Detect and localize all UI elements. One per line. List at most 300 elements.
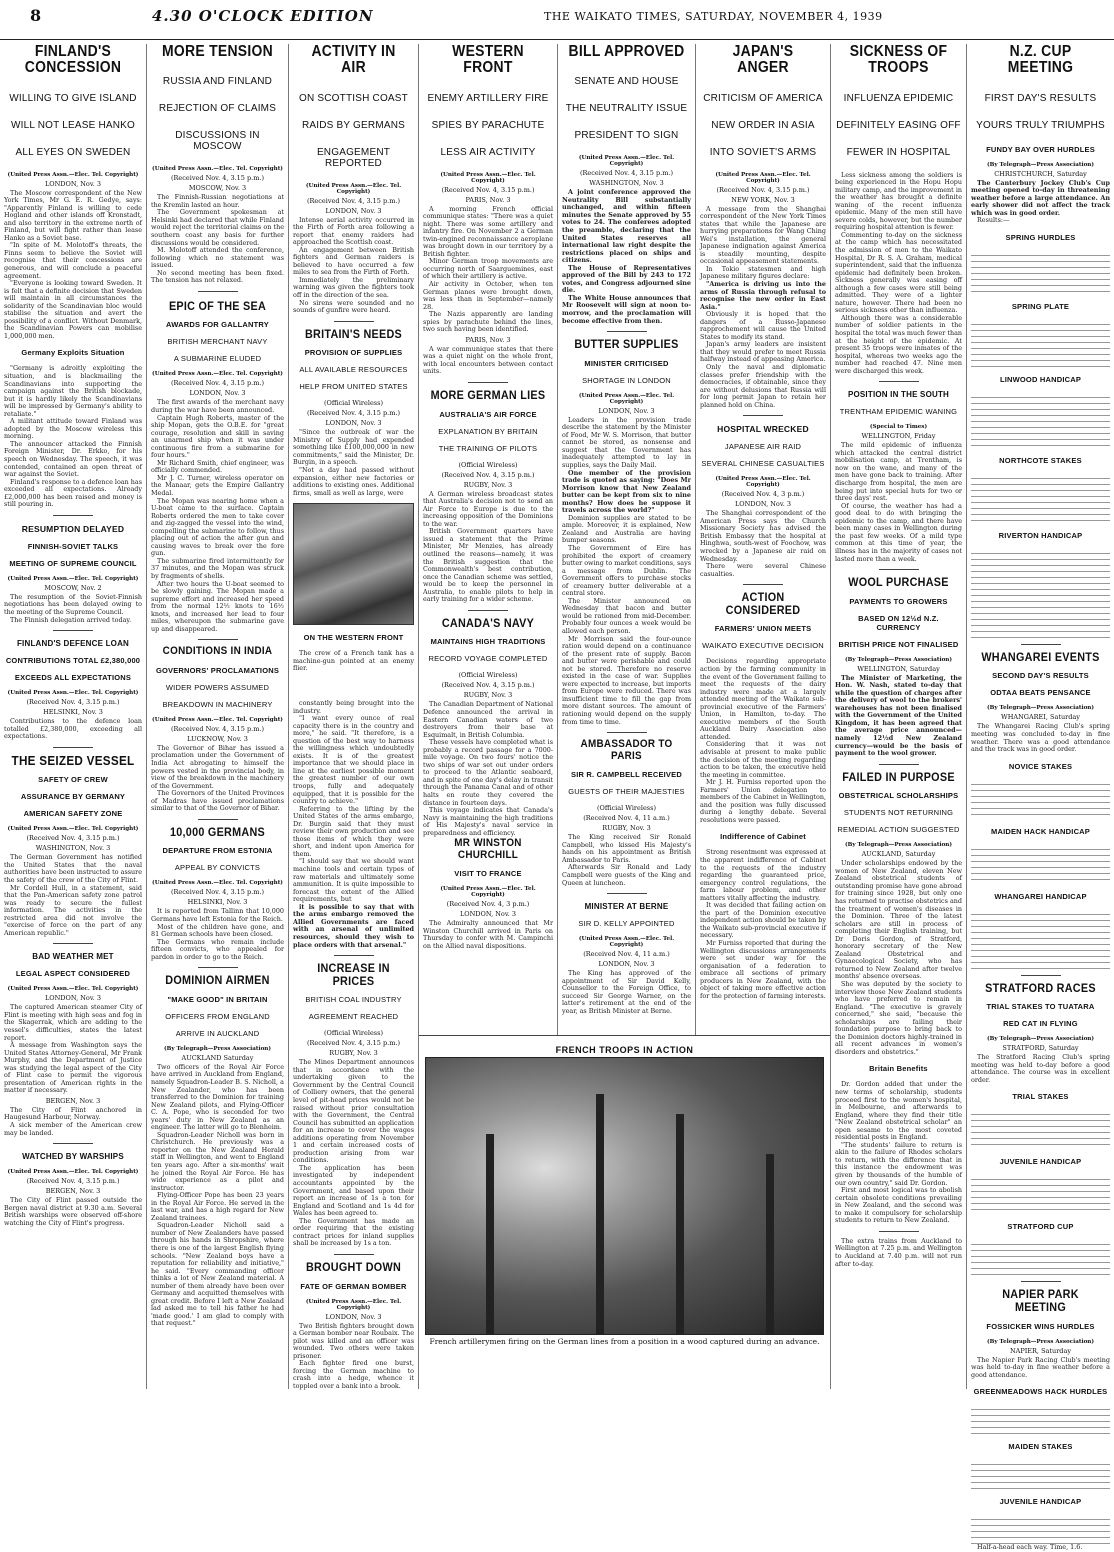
article-paragraph: "In spite of M. Molotoff's threats, the Finns seem to believe the Soviet will recognise that their concessions are generous, and will conclude a peaceful agreement. xyxy=(4,241,142,280)
race-title: STRATFORD CUP xyxy=(1007,1222,1074,1232)
dateline: LONDON, Nov. 3 xyxy=(598,960,655,969)
received-line: (Received Nov. 4, 3 p.m.) xyxy=(446,900,530,909)
received-line: (Received Nov. 4, 3.15 p.m.) xyxy=(306,196,401,205)
article-paragraph: Mr Richard Smith, chief engineer, was officially commended. xyxy=(151,458,284,475)
article-paragraph: M. Molotoff attended the conference, following which no statement was issued. xyxy=(151,246,284,270)
photo-caption: The crew of a French tank has a machine-gun pointed at an enemy flier. xyxy=(293,649,414,673)
dateline: STRATFORD, Saturday xyxy=(1002,1044,1079,1053)
article-paragraph: The Canterbury Jockey Club's Cup meeting opened to-day in threatening weather before a large attendance. An early shower did not affect the track which was in good order. xyxy=(971,178,1110,217)
article-paragraph: The City of Flint anchored in Haugesund Harbour, Norway. xyxy=(4,1105,142,1122)
article-paragraph: These vessels have completed what is probably a record passage for a 7000-mile voyage. On two fours' notice the two ships of war set out under orders to proceed to the Atlantic seaboard, and in spite of one day's delay in transit through the Panama Canal and of other halts en route they covered the distance in fourteen days. xyxy=(423,738,553,807)
dateline: LONDON, Nov. 3 xyxy=(325,419,382,428)
deck: FIRST DAY'S RESULTS xyxy=(984,92,1097,104)
deck: MAINTAINS HIGH TRADITIONS xyxy=(430,637,546,647)
article-paragraph: The City of Flint passed outside the Bergen naval district at 9.30 a.m. Several British warships were observed off-shore watching the City of Flint's progress. xyxy=(4,1196,142,1227)
divider xyxy=(743,415,783,416)
divider xyxy=(198,639,238,640)
column-more-tension xyxy=(147,44,288,1389)
headline-more-tension: MORE TENSION xyxy=(162,43,273,60)
article-paragraph: The Nazis apparently are landing spies by parachute behind the lines, two such having been identified. xyxy=(423,310,553,334)
article-paragraph: The House of Representatives approved of the Bill by 243 to 172 votes, and Congress adjourned sine die. xyxy=(562,263,691,295)
received-line: (Received Nov. 4, 3.15 p.m.) xyxy=(306,1039,401,1048)
dateline: PARIS, Nov. 3 xyxy=(465,335,511,344)
article-paragraph: The Finnish-Russian negotiations at the Kremlin lasted an hour. xyxy=(151,193,284,209)
dateline: HELSINKI, Nov. 3 xyxy=(43,708,103,717)
subheadline: BAD WEATHER MET xyxy=(32,952,114,962)
deck: SIR D. KELLY APPOINTED xyxy=(578,919,675,929)
article-paragraph: "Not a day had passed without expansion, either new factories or additions to existing ones. Additional firms, small as well as large, were xyxy=(293,465,414,497)
article-paragraph: The Minister announced on Wednesday that bacon and butter would be rationed from mid-December. Probably four ounces a week would be allowed each person. xyxy=(562,596,691,636)
deck: RECORD VOYAGE COMPLETED xyxy=(428,654,548,664)
article-paragraph: There were several Chinese casualties. xyxy=(700,562,826,578)
column-nz-cup-meeting xyxy=(967,43,1114,1552)
article-paragraph: "I want every ounce of real capacity there is in the country and more," he said. "It therefore, is a question of the best way to harness the willingness which undoubtedly exists. It is of the greatest importance that we should place in line at the earliest possible moment the greatest number of our own troops, fully and adequately equipped, that it is possible for the country to achieve." xyxy=(293,714,414,806)
article-paragraph: "Germany is adroitly exploiting the situation, and is blackmailing the Scandinavians into supporting the campaign against the British blockade, but it is hardly likely the Scandinavians will be impressed by Germany's ability to retaliate." xyxy=(4,364,142,418)
race-results xyxy=(971,779,1110,819)
race-results xyxy=(971,844,1110,884)
article-paragraph: Dr. Gordon added that under the new terms of scholarship, students proceed first to the women's hospital, in Melbourne, and afterwards to England, where they find their title "New Zealand obstetrical scholar" an open sesame to the most coveted residential posts in England. xyxy=(835,1080,962,1142)
dateline: LONDON, Nov. 3 xyxy=(459,910,517,919)
received-line: (Received Nov. 4, 3 p.m.) xyxy=(721,490,805,499)
divider xyxy=(1021,1281,1061,1282)
tree-shape xyxy=(486,1134,494,1334)
article-paragraph: The German Government has notified the United States that the naval authorities have been instructed to assure the safety of the crew of the City of Flint. xyxy=(4,853,142,884)
subheadline: FINLAND'S DEFENCE LOAN xyxy=(16,639,130,649)
credit-line: (United Press Assn.—Elec. Tel. Copyright) xyxy=(715,171,811,184)
headline-finland: FINLAND'S CONCESSION xyxy=(24,43,122,77)
divider xyxy=(468,610,508,611)
deck: DISCUSSIONS IN MOSCOW xyxy=(175,130,260,153)
divider xyxy=(607,732,647,733)
headline-german-lies: MORE GERMAN LIES xyxy=(430,388,546,403)
divider xyxy=(607,331,647,332)
article-paragraph: The first awards of the merchant navy during the war have been announced. xyxy=(151,398,284,414)
divider xyxy=(198,967,238,968)
deck: OFFICERS FROM ENGLAND xyxy=(165,1011,270,1021)
article-paragraph: "I should say that we should want machine tools and certain types of raw materials and ultimately some ammunition. It is quite impossible to forecast the extent of the Allied requirements, but xyxy=(293,857,414,904)
dateline: MOSCOW, Nov. 3 xyxy=(188,184,247,193)
dateline: NEW YORK, Nov. 3 xyxy=(731,195,795,204)
subheadline: WATCHED BY WARSHIPS xyxy=(22,1152,124,1162)
headline-increase-prices: INCREASE IN PRICES xyxy=(317,961,390,988)
credit-line: (United Press Assn.—Elec. Tel. Copyright) xyxy=(7,575,139,582)
subheadline: POSITION IN THE SOUTH xyxy=(847,390,950,400)
deck: THE TRAINING OF PILOTS xyxy=(438,443,538,453)
article-paragraph: Leaders in the provision trade describe the statement by the Minister of Food, Mr W. S. Morrison, that butter cannot be stored, as nonsense and suggest that the Government has inadequately attempted to lay in supplies, says the Daily Mail. xyxy=(562,415,691,469)
deck: GUESTS OF THEIR MAJESTIES xyxy=(568,787,685,797)
article-paragraph: Squadron-Leader Nicholl was born in Christchurch. He previously was a reporter on the New Zealand Herald staff in Wellington, and went to England ten years ago. After a six-months' wait he joined the Royal Air Force. He has wide experience as a pilot and instructor. xyxy=(151,1130,284,1192)
deck: BASED ON 12½d N.Z. CURRENCY xyxy=(858,613,939,632)
article-paragraph: Captain Hugh Roberts, master of the ship Mopan, gets the O.B.E. for "great courage, resolution and skill in saving an unarmed ship when it was under continuous fire from a submarine for four hours." xyxy=(151,413,284,460)
subheadline: MINISTER AT BERNE xyxy=(584,902,669,912)
article-paragraph: The Government of Eire has prohibited the export of creamery butter owing to market conditions, says a message from Dublin. The Government offers to purchase stocks of creamery butter deliverable at a central store. xyxy=(562,544,692,598)
headline-butter-supplies: BUTTER SUPPLIES xyxy=(574,337,679,352)
race-title: RIVERTON HANDICAP xyxy=(998,530,1083,540)
article-paragraph: A joint conference approved the Neutrality Bill substantially unchanged, and within fifteen minutes the Senate approved by 55 votes to 24. The conferees adopted the preamble, declaring that the United States reserves all international law right despite the restrictions placed on ships and citizens. xyxy=(562,188,691,265)
article-paragraph: British Government quarters have issued a statement that the Prime Minister, Mr Menzies, has already outlined the reasons—namely, it was the British suggestion that the Commonwealth's best contribution, once the Canadian scheme was settled, would be to keep the personnel in Australia, to enable pilots to help in early training for a wider scheme. xyxy=(423,527,553,604)
article-paragraph: it is possible to say that with the arms embargo removed the Allied Governments are faced with an arsenal of unlimited resources, should they wish to place orders with that arsenal." xyxy=(293,902,414,949)
article-paragraph: It was decided that failing action on the part of the Dominion executive independent action should be taken by the Waikato sub-provincial executive if necessary. xyxy=(700,901,826,940)
article-paragraph: The announcer attacked the Finnish Foreign Minister, Dr. Erkko, for his speech on Wednesday. The speech, it was contended, contained an open threat of war against the Soviet. xyxy=(4,439,142,479)
deck: AMERICAN SAFETY ZONE xyxy=(23,809,123,819)
deck: SECOND DAY'S RESULTS xyxy=(992,671,1089,681)
deck: ALL EYES ON SWEDEN xyxy=(15,146,131,158)
article-paragraph: Finland's response to a defence loan has exceeded all expectations. Already £2,000,000 has been raised and money is still pouring in. xyxy=(4,477,142,509)
article-paragraph: Dominion supplies are stated to be ample. Moreover, it is explained, New Zealand and Australia are having bumper seasons. xyxy=(562,513,691,545)
column-activity-continued xyxy=(289,700,418,1390)
tree-shape xyxy=(596,1094,604,1334)
divider xyxy=(879,569,919,570)
divider xyxy=(53,747,93,748)
photo-title: FRENCH TROOPS IN ACTION xyxy=(555,1045,694,1055)
article-paragraph: Decisions regarding appropriate action by the farming community in the event of the Government failing to meet the requests of the dairy industry were made at a largely attended meeting of the Waikato sub-provincial executive of the Farmers' Union, in Hamilton, to-day. The executive members of the South Auckland Dairy Association also attended. xyxy=(700,657,826,741)
dateline: BERGEN, Nov. 3 xyxy=(45,1096,101,1105)
deck: PROVISION OF SUPPLIES xyxy=(304,348,403,358)
received-line: (Received Nov. 4, 3.15 p.m.) xyxy=(170,724,265,733)
wireless-line: (Official Wireless) xyxy=(596,804,657,813)
edition-label: 4.30 O'CLOCK EDITION xyxy=(152,7,374,25)
deck: PRESIDENT TO SIGN xyxy=(574,130,679,142)
received-line: (Received Nov. 4, 3.15 p.m.) xyxy=(716,185,810,194)
deck: SHORTAGE IN LONDON xyxy=(582,375,671,385)
article-paragraph: Considering that it was not advisable at present to make public the decision of the meeting regarding action to be taken, the executive held the meeting in committee. xyxy=(700,740,826,779)
article-paragraph: The Finnish delegation arrived today. xyxy=(10,615,132,624)
headline-sickness-of-troops: SICKNESS OF TROOPS xyxy=(849,43,948,77)
divider xyxy=(1021,975,1061,976)
headline-whangarei: WHANGAREI EVENTS xyxy=(981,649,1100,664)
race-results xyxy=(971,1109,1110,1149)
deck: BRITISH MERCHANT NAVY xyxy=(167,337,268,347)
race-results xyxy=(971,1514,1110,1544)
article-paragraph: She was deputed by the society to interview those New Zealand students who have preferred to remain in England. "The executive is gravely concerned," she said, "because the scholarships are failing their foundation purpose to bring back to the Dominion doctors highly-trained in all recent advances in women's disorders and obstetrics." xyxy=(835,980,962,1056)
dateline: LONDON, Nov. 3 xyxy=(44,179,102,188)
article-paragraph: Mr Morrison said the four-ounce ration would depend on a continuance of the present rate of supply. Bacon and butter were perishable and could not be stored. Therefore no reserve existed in the case of war. Supplies were expected to increase, but imports from Europe were reduced. There was insufficient time to fill the gap from more distant sources. The amount of rationing would depend on the supply from time to time. xyxy=(562,634,691,726)
race-title: MAIDEN HACK HANDICAP xyxy=(991,826,1090,836)
article-paragraph: A sick member of the American crew may be landed. xyxy=(4,1121,142,1137)
deck: SEVERAL CHINESE CASUALTIES xyxy=(701,459,825,469)
race-title: LINWOOD HANDICAP xyxy=(999,374,1082,384)
tank-crew-photo xyxy=(293,503,414,625)
article-paragraph: Squadron-Leader Nicholl said a number of New Zealanders have passed through his hands in Shropshire, where there is one of the largest English flying schools. "New Zealand boys have a reputation for reliability and initiative," he said. "Every commanding officer thinks a lot of New Zealand material. A number of them already have been over Germany and acquitted themselves with great credit. Before I left a New Zealand lad asked me to tell his father he had 'made good.' I am glad to comply with that request." xyxy=(151,1221,284,1328)
deck: OBSTETRICAL SCHOLARSHIPS xyxy=(838,791,959,801)
article-paragraph: constantly being brought into the industry. xyxy=(293,699,414,715)
deck: CONTRIBUTIONS TOTAL £2,380,000 xyxy=(5,656,141,666)
article-paragraph: The King has approved of the appointment of Sir David Kelly, Counsellor to the Foreign Office, to succeed Sir George Warner, on the latter's retirement at the end of the year, as British Minister at Berne. xyxy=(562,969,691,1015)
article-paragraph: Although there was a considerable number of soldier patients in the hospital the total was much fewer than at the height of the epidemic. At present 35 troops were inmates of the hospital, whereas two weeks ago the number had reached 47. Nine men were discharged this week. xyxy=(835,313,962,375)
tree-shape xyxy=(676,1114,684,1334)
deck: GOVERNORS' PROCLAMATIONS xyxy=(155,665,280,675)
dateline: WASHINGTON, Nov. 3 xyxy=(589,179,664,188)
race-results xyxy=(971,319,1110,367)
dateline: RUGBY, Nov. 3 xyxy=(602,824,651,833)
divider xyxy=(334,1254,374,1255)
divider xyxy=(334,955,374,956)
divider xyxy=(53,515,93,516)
article-paragraph: Minor German troop movements are occurring north of Saarguemines, east of which their artillery is active. xyxy=(423,257,553,281)
credit-line: (Special to Times) xyxy=(869,424,928,431)
dateline: WELLINGTON, Saturday xyxy=(857,664,940,673)
article-paragraph: The Admiralty announced that Mr Winston Churchill arrived in Paris on Thursday to confer with M. Campinchi on the Allied naval dispositions. xyxy=(423,919,553,950)
photo-title: ON THE WESTERN FRONT xyxy=(303,633,404,643)
headline-failed-in-purpose: FAILED IN PURPOSE xyxy=(842,769,955,784)
wireless-line: (Official Wireless) xyxy=(323,1029,384,1038)
credit-line: (United Press Assn.—Elec. Tel. Copyright) xyxy=(305,182,402,195)
article-paragraph: Immediately the preliminary warning was given the fighters took off in the direction of the sea. xyxy=(293,275,414,299)
credit-line: (United Press Assn.—Elec. Tel. Copyright) xyxy=(578,392,675,405)
article-paragraph: An engagement between British fighters and German raiders is believed to have occurred a few miles to sea from the Firth of Forth. xyxy=(293,245,414,277)
credit-line: (United Press Assn.—Elec. Tel. Copyright) xyxy=(7,986,139,993)
credit-line: (United Press Assn.—Elec. Tel. Copyright) xyxy=(7,1169,139,1176)
dateline: CHRISTCHURCH, Saturday xyxy=(994,169,1087,178)
divider xyxy=(879,381,919,382)
credit-line: (United Press Assn.—Elec. Tel. Copyright) xyxy=(152,166,283,173)
article-paragraph: A message from Washington says the United States Attorney-General, Mr Frank Murphy, and the Department of Justice was studying the legal aspect of the City of Flint case to permit the vigorous presentation of American rights in the matter if necessary. xyxy=(4,1041,142,1095)
article-paragraph: The submarine fired intermittently for 37 minutes, and the Mopan was struck by fragments of shells. xyxy=(151,556,284,580)
deck: FEWER IN HOSPITAL xyxy=(846,146,951,158)
divider xyxy=(53,1143,93,1144)
article-paragraph: Two British fighters brought down a German bomber near Roubaix. The pilot was killed and an officer was wounded. Two others were taken prisoner. xyxy=(293,1321,414,1360)
received-line: (Received Nov. 4, 3.15 p.m.) xyxy=(26,1177,120,1186)
deck: BRITISH COAL INDUSTRY xyxy=(305,995,402,1005)
deck: DEPARTURE FROM ESTONIA xyxy=(162,846,273,856)
article-paragraph: The Governor of Bihar has issued a proclamation under the Government of India Act abrogating to himself the powers vested in the provincial body, in view of the breakdown in the machinery of the Government. xyxy=(151,743,284,790)
deck: CRITICISM OF AMERICA xyxy=(703,92,823,104)
deck: DEFINITELY EASING OFF xyxy=(836,119,961,131)
deck: STUDENTS NOT RETURNING xyxy=(843,808,954,818)
deck: WAIKATO EXECUTIVE DECISION xyxy=(702,641,824,651)
deck: EXPLANATION BY BRITAIN xyxy=(438,426,538,436)
wireless-line: (Official Wireless) xyxy=(458,460,518,469)
dateline: LONDON, Nov. 3 xyxy=(598,406,655,415)
credit-line: (By Telegraph—Press Association) xyxy=(986,1338,1095,1345)
deck: THE NEUTRALITY ISSUE xyxy=(565,103,688,115)
divider xyxy=(53,630,93,631)
article-paragraph: The Canadian Department of National Defence announced the arrival in Eastern Canadian waters of two destroyers from their base at Esquimalt, in British Columbia. xyxy=(423,700,553,739)
article-paragraph: Mr J. H. Furniss reported upon the Farmers' Union delegation to members of the Cabinet in Wellington, and the position was fully discussed during a lengthy debate. Several resolutions were passed. xyxy=(700,778,826,824)
credit-line: (United Press Assn.—Elec. Tel. Copyright) xyxy=(152,716,283,723)
dateline: LONDON, Nov. 3 xyxy=(734,500,792,509)
article-paragraph: Mr Furniss reported that during the Wellington discussions arrangements were set under way for the organisation of a federation to embrace all sections of primary producers in New Zealand, with the object of taking more effective action for the protection of farming interests. xyxy=(700,939,826,1000)
credit-line: (By Telegraph—Press Association) xyxy=(844,842,953,849)
subheadline: HOSPITAL WRECKED xyxy=(717,424,809,435)
column-finland xyxy=(0,44,146,1389)
article-paragraph: "Since the outbreak of war the Ministry of Supply had expended something like £100,000,000 in new commitments," said the Minister, Dr. Burgin, in a speech. xyxy=(293,428,414,467)
race-title: SPRING HURDLES xyxy=(1005,232,1076,242)
article-paragraph: "The students' failure to return is akin to the failure of Rhodes scholars to return, with the difference that in this instance the endowment was given by thousands of the humble of our own country," said Dr. Gordon. xyxy=(835,1140,962,1187)
headline-seized-vessel: THE SEIZED VESSEL xyxy=(11,752,135,768)
deck: TRIAL STAKES TO TUATARA xyxy=(986,1002,1095,1012)
headline-india: CONDITIONS IN INDIA xyxy=(162,645,273,658)
divider xyxy=(53,943,93,944)
race-results xyxy=(971,1404,1110,1434)
deck: TRENTHAM EPIDEMIC WANING xyxy=(839,407,958,417)
french-troops-photo xyxy=(425,1057,824,1335)
deck: SAFETY OF CREW xyxy=(38,775,108,785)
dateline: LONDON, Nov. 3 xyxy=(189,389,246,398)
subheading: Britain Benefits xyxy=(869,1064,928,1074)
deck: SPIES BY PARACHUTE xyxy=(431,119,545,131)
dateline: PARIS, Nov. 3 xyxy=(465,195,511,204)
credit-line: (By Telegraph—Press Association) xyxy=(986,161,1095,168)
subheading: Indifference of Cabinet xyxy=(720,832,806,842)
headline-nz-cup-meeting: N.Z. CUP MEETING xyxy=(1007,43,1074,77)
race-results xyxy=(971,1239,1110,1275)
article-paragraph: "Everyone is looking toward Sweden. It is felt that a definite decision that Sweden will maintain in all circumstances the solidarity of the Scandinavian bloc would stabilise the situation and avert the possibility of a conflict. Without Denmark, the Scandinavian Powers can mobilise 1,000,000 men. xyxy=(4,279,142,340)
received-line: (Received Nov. 4, 11 a.m.) xyxy=(583,950,670,959)
deck: APPEAL BY CONVICTS xyxy=(174,863,261,873)
credit-line: (United Press Assn.—Elec. Tel. Copyright) xyxy=(715,476,811,489)
article-paragraph: Half-a-head each way. Time, 1.6. xyxy=(977,1543,1083,1552)
page-number: 8 xyxy=(30,6,42,25)
race-title: JUVENILE HANDICAP xyxy=(999,1157,1082,1167)
headline-stratford: STRATFORD RACES xyxy=(985,980,1096,995)
article-paragraph: The Shanghai correspondent of the American Press says the Church Missionary Society has advised the British Embassy that the hospital at Hinghwa, south-west of Foochow, was wrecked by a Japanese air raid on Wednesday. xyxy=(700,509,826,563)
race-title: SPRING PLATE xyxy=(1011,301,1070,311)
article-paragraph: The Governors of the United Provinces of Madras have issued proclamations similar to that of the Governor of Bihar. xyxy=(151,789,284,813)
column-churchill xyxy=(419,838,557,1038)
deck: SENATE AND HOUSE xyxy=(574,76,679,88)
deck: A SUBMARINE ELUDED xyxy=(173,354,262,364)
headline-napier-park: NAPIER PARK MEETING xyxy=(1002,1287,1079,1314)
article-paragraph: One member of the provision trade is quoted as saying: "Does Mr Morrison know that New Zealand butter can be kept from six to nine months? How does he suppose it travels across the world?" xyxy=(562,468,691,515)
deck: YOURS TRULY TRIUMPHS xyxy=(976,119,1105,131)
credit-line: (By Telegraph—Press Association) xyxy=(844,656,953,663)
article-paragraph: Air activity in October, when ten German planes were brought down, was less than in September—namely 28. xyxy=(423,280,553,311)
article-paragraph: In Tokio statesmen and high Japanese military figures declare: xyxy=(700,264,826,281)
deck: ENGAGEMENT REPORTED xyxy=(316,146,391,169)
race-title: WHANGAREI HANDICAP xyxy=(994,891,1087,901)
article-paragraph: The resumption of the Soviet-Finnish negotiations has been delayed owing to the meeting of the Supreme Council. xyxy=(4,592,142,616)
article-paragraph: Strong resentment was expressed at the apparent indifference of Cabinet to the requests of the industry regarding the guaranteed price, emergency control regulations, the farm labour problem, and other matters vitally affecting the industry. xyxy=(700,848,826,902)
article-paragraph: Mr Cordell Hull, in a statement, said that the Pan-American safety zone patrol was ready to secure the fullest information. The activities in the restricted area did not involve the "exercise of force on the part of any American republic." xyxy=(4,883,142,937)
article-paragraph: Mr J. C. Turner, wireless operator on the Manaar, gets the Empire Gallantry Medal. xyxy=(151,473,284,497)
article-paragraph: The King received Sir Ronald Campbell, who kissed His Majesty's hands on his appointment as British Ambassador to Paris. xyxy=(562,833,691,864)
divider xyxy=(1021,644,1061,645)
credit-line: (United Press Assn.—Elec. Tel. Copyright) xyxy=(7,690,139,697)
article-paragraph: A morning French official communique states: "There was a quiet night. There was some artillery and infantry fire. On November 2 a German twin-engined reconnaissance aeroplane was brought down in our territory by a British fighter. xyxy=(423,204,553,258)
race-title: JUVENILE HANDICAP xyxy=(999,1497,1082,1507)
deck: ALL AVAILABLE RESOURCES xyxy=(299,365,408,375)
credit-line: (United Press Assn.—Elec. Tel. Copyright) xyxy=(305,1298,402,1311)
article-paragraph: The Whangarei Racing Club's spring meeting was concluded to-day in fine weather. There was a good attendance and the track was in good order. xyxy=(971,722,1110,754)
deck: INFLUENZA EPIDEMIC xyxy=(843,92,954,104)
deck: RUSSIA AND FINLAND xyxy=(162,76,273,88)
received-line: (Received Nov. 4, 3.15 p.m.) xyxy=(306,409,401,418)
article-paragraph: "America is driving us into the arms of Russia through refusal to recognise the new order in East Asia." xyxy=(700,280,826,311)
article-paragraph: A militant attitude toward Finland was adopted by the Moscow wireless this morning. xyxy=(4,417,142,441)
received-line: (Received Nov. 4, 3.15 p.m.) xyxy=(170,888,265,897)
wireless-line: (Official Wireless) xyxy=(458,671,518,680)
headline-10000-germans: 10,000 GERMANS xyxy=(169,824,266,839)
received-line: (Received Nov. 4, 3.15 p.m.) xyxy=(579,169,674,178)
deck: MINISTER CRITICISED xyxy=(584,358,669,368)
article-paragraph: The Mines Department announces that in accordance with the undertaking given to the Government by the Central Council of Colliery owners, that the general level of pit-head prices would not be raised without prior consultation with the Government, the Central Council has submitted an application for an increase to cover the wages additions operating from November 1 and certain increased costs of production arising from war conditions. xyxy=(293,1058,414,1165)
subheadline: RESUMPTION DELAYED xyxy=(21,523,125,534)
deck: FINNISH-SOVIET TALKS xyxy=(27,541,119,551)
credit-line: (By Telegraph—Press Association) xyxy=(163,1045,272,1052)
received-line: (Received Nov. 4, 3.15 p.m.) xyxy=(170,174,265,183)
deck: VISIT TO FRANCE xyxy=(454,869,522,879)
article-paragraph: The Government spokesman at Helsinki had declared that while Finland would reject the territorial claims on the southern coast any basis for further discussions would be considered. xyxy=(151,208,284,247)
deck: SIR R. CAMPBELL RECEIVED xyxy=(571,770,682,780)
deck: ARRIVE IN AUCKLAND xyxy=(175,1028,260,1038)
divider xyxy=(879,764,919,765)
article-paragraph: Each fighter fired one burst, forcing the German machine to crash into a hedge, whence it toppled over a bank into a brook. xyxy=(293,1359,414,1390)
divider xyxy=(607,893,647,894)
article-paragraph: The Stratford Racing Club's spring meeting was held to-day before a good attendance. The course was in excellent order. xyxy=(971,1053,1110,1084)
article-paragraph: The Moscow correspondent of the New York Times, Mr G. E. R. Gedye, says: "Apparently Finland is willing to cede Hogland and other islands off Kronstadt, and also territory in the extreme north of Finland, but will fight rather than lease Hanko as a Soviet base. xyxy=(4,188,142,242)
deck: RAIDS BY GERMANS xyxy=(301,119,406,131)
dateline: BERGEN, Nov. 3 xyxy=(45,1187,101,1196)
headline-britains-needs: BRITAIN'S NEEDS xyxy=(304,326,403,341)
column-western-front xyxy=(419,43,557,837)
column-sickness-of-troops xyxy=(831,44,966,1389)
deck: EXCEEDS ALL EXPECTATIONS xyxy=(14,673,132,683)
headline-western-front: WESTERN FRONT xyxy=(452,43,524,77)
article-paragraph: Obviously it is hoped that the dangers of a Russo-Japanese rapprochement will cause the United States to modify its stand. xyxy=(700,310,826,341)
deck: REMEDIAL ACTION SUGGESTED xyxy=(837,825,960,835)
divider xyxy=(198,819,238,820)
deck: MEETING OF SUPREME COUNCIL xyxy=(9,558,137,568)
deck: AUSTRALIA'S AIR FORCE xyxy=(439,409,537,419)
deck: FUNDY BAY OVER HURDLES xyxy=(986,144,1095,154)
tree-shape xyxy=(766,1154,774,1334)
article-paragraph: The captured American steamer City of Flint is meeting with high seas and fog in the Skagerrak, which are adding to the vessel's difficulties, states the latest report. xyxy=(4,1003,142,1042)
credit-line: (United Press Assn.—Elec. Tel. Copyright) xyxy=(578,936,675,949)
headline-epic: EPIC OF THE SEA xyxy=(168,298,267,313)
headline-activity-in-air: ACTIVITY IN AIR xyxy=(311,43,396,77)
credit-line: (By Telegraph—Press Association) xyxy=(986,705,1095,712)
article-paragraph: The Government has made an order requiring that the existing contract prices for inland supplies shall be increased by 1s a ton. xyxy=(293,1216,414,1248)
credit-line: (United Press Assn.—Elec. Tel. Copyright) xyxy=(7,826,139,833)
race-results xyxy=(971,548,1110,638)
received-line: (Received Nov. 4, 3.15 p.m.) xyxy=(441,470,535,479)
dateline: AUCKLAND, Saturday xyxy=(861,850,936,859)
french-troops-photo-block xyxy=(419,1035,830,1390)
deck: AGREEMENT REACHED xyxy=(308,1012,399,1022)
credit-line: (United Press Assn.—Elec. Tel. Copyright) xyxy=(152,880,283,887)
article-paragraph: A message from the Shanghai correspondent of the New York Times states that while the Japanese are hurrying preparations for Wang Ching Wei's installation, the general Japanese indignation against America is steadily mounting, despite occasional appeasement statements. xyxy=(700,204,826,266)
article-paragraph: After two hours the U-boat seemed to be slowly gaining. The Mopan made a supreme effort and increased her speed from the normal 12½ knots to 16½ knots, and increased her lead to four miles, whereupon the submarine gave up and disappeared. xyxy=(151,579,284,633)
article-paragraph: The Minister of Marketing, the Hon. W. Nash, stated to-day that while the question of charges after the delivery of wool to the brokers' warehouses has not been finalised with the Government of the United Kingdom, it has been agreed that the average price announced—namely 12½d New Zealand currency—would be the basis of payment to the wool grower. xyxy=(835,673,962,758)
deck: FATE OF GERMAN BOMBER xyxy=(300,1281,407,1291)
deck: RED CAT IN FLYING xyxy=(1003,1019,1078,1029)
deck: LEGAL ASPECT CONSIDERED xyxy=(15,969,131,979)
dateline: RUGBY, Nov. 3 xyxy=(463,691,513,700)
dateline: MOSCOW, Nov. 2 xyxy=(44,583,102,592)
article-paragraph: The White House announces that Mr Roosevelt will sign at noon to-morrow, and the proclamation will become effective from then. xyxy=(562,293,691,325)
race-title: NOVICE STAKES xyxy=(1008,761,1073,771)
received-line: (Received Nov. 4, 3.15 p.m.) xyxy=(26,698,120,707)
article-paragraph: Of course, the weather has had a good deal to do with bringing the epidemic to the camp, and there have been many cases in Wellington during the past few weeks. Of a mild type common at this time of year, the illness has in the majority of cases not lasted more than a week. xyxy=(835,501,962,563)
article-paragraph: Two officers of the Royal Air Force have arrived in Auckland from England, namely Squadron-Leader B. S. Nicholl, a New Zealander, who has been transferred to the Dominion for training New Zealand pilots, and Flying-Officer C. A. Pope, who is seconded for two years' duty in New Zealand as an engineer. The latter will go to Blenheim. xyxy=(151,1062,284,1132)
article-paragraph: Afterwards Sir Ronald and Lady Campbell were guests of the King and Queen at luncheon. xyxy=(562,863,691,887)
divider xyxy=(879,1231,919,1232)
deck: ASSURANCE BY GERMANY xyxy=(20,792,126,802)
race-title: MAIDEN STAKES xyxy=(1008,1442,1073,1452)
dateline: LONDON, Nov. 3 xyxy=(44,994,102,1003)
headline-ambassador: AMBASSADOR TO PARIS xyxy=(580,738,673,762)
article-paragraph: The extra trains from Auckland to Wellington at 7.25 p.m. and Wellington to Auckland at 7.40 p.m. will not run after to-day. xyxy=(835,1236,962,1268)
credit-line: (United Press Assn.—Elec. Tel. Copyright) xyxy=(152,371,283,378)
subheading: Germany Exploits Situation xyxy=(21,348,125,358)
race-title: TRIAL STAKES xyxy=(1012,1092,1069,1102)
divider xyxy=(198,291,238,292)
article-paragraph: A war communique states that there was a quiet night on the whole front, with local encounters between contact units. xyxy=(423,344,553,376)
dateline: WASHINGTON, Nov. 3 xyxy=(35,844,111,853)
deck: ODTAA BEATS PENSANCE xyxy=(990,688,1091,698)
received-line: (Received Nov. 4, 3.15 p.m.) xyxy=(170,379,265,388)
